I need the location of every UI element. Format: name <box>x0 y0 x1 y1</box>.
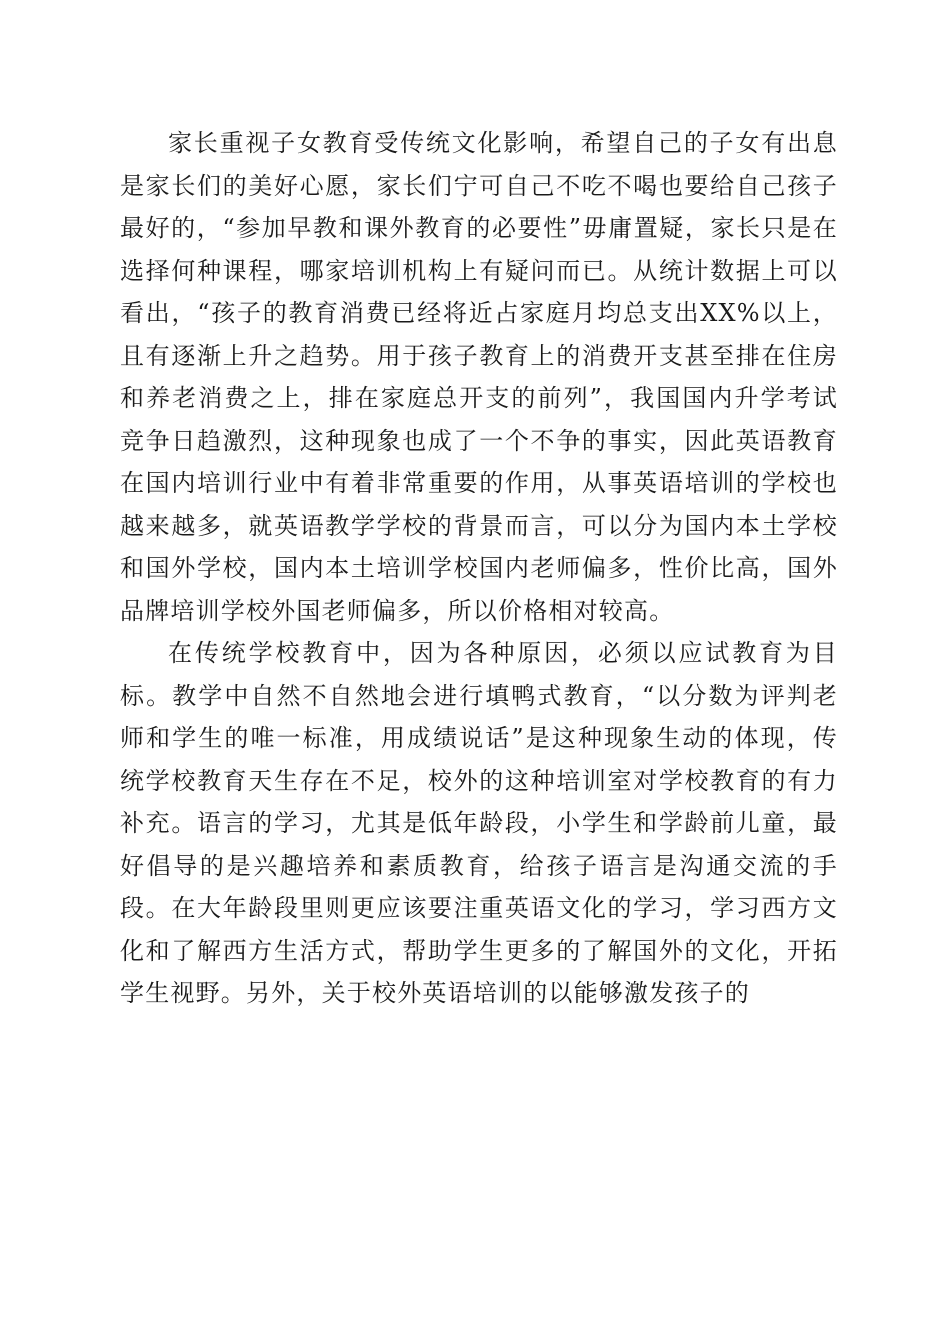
document-body <box>120 122 838 1015</box>
paragraph-2: 在传统学校教育中，因为各种原因，必须以应试教育为目标。教学中自然不自然地会进行填鸭式教育，“以分数为评判老师和学生的唯一标准，用成绩说话”是这种现象生动的体现，传统学校教育天生存在不足，校外的这种培训室对学校教育的有力补充。语言的学习，尤其是低年龄段，小学生和学龄前儿童，最好倡导的是兴趣培养和素质教育，给孩子语言是沟通交流的手段。在大年龄段里则更应该要注重英语文化的学习，学习西方文化和了解西方生活方式，帮助学生更多的了解国外的文化，开拓学生视野。另外，关于校外英语培训的以能够激发孩子的 <box>120 639 838 1007</box>
paragraph-1: 家长重视子女教育受传统文化影响，希望自己的子女有出息是家长们的美好心愿，家长们宁可自己不吃不喝也要给自己孩子最好的，“参加早教和课外教育的必要性”毋庸置疑，家长只是在选择何种课程，哪家培训机构上有疑问而已。从统计数据上可以看出，“孩子的教育消费已经将近占家庭月均总支出XX%以上，且有逐渐上升之趋势。用于孩子教育上的消费开支甚至排在住房和养老消费之上，排在家庭总开支的前列”，我国国内升学考试竞争日趋激烈，这种现象也成了一个不争的事实，因此英语教育在国内培训行业中有着非常重要的作用，从事英语培训的学校也越来越多，就英语教学学校的背景而言，可以分为国内本土学校和国外学校，国内本土培训学校国内老师偏多，性价比高，国外品牌培训学校外国老师偏多，所以价格相对较高。 <box>120 129 838 625</box>
